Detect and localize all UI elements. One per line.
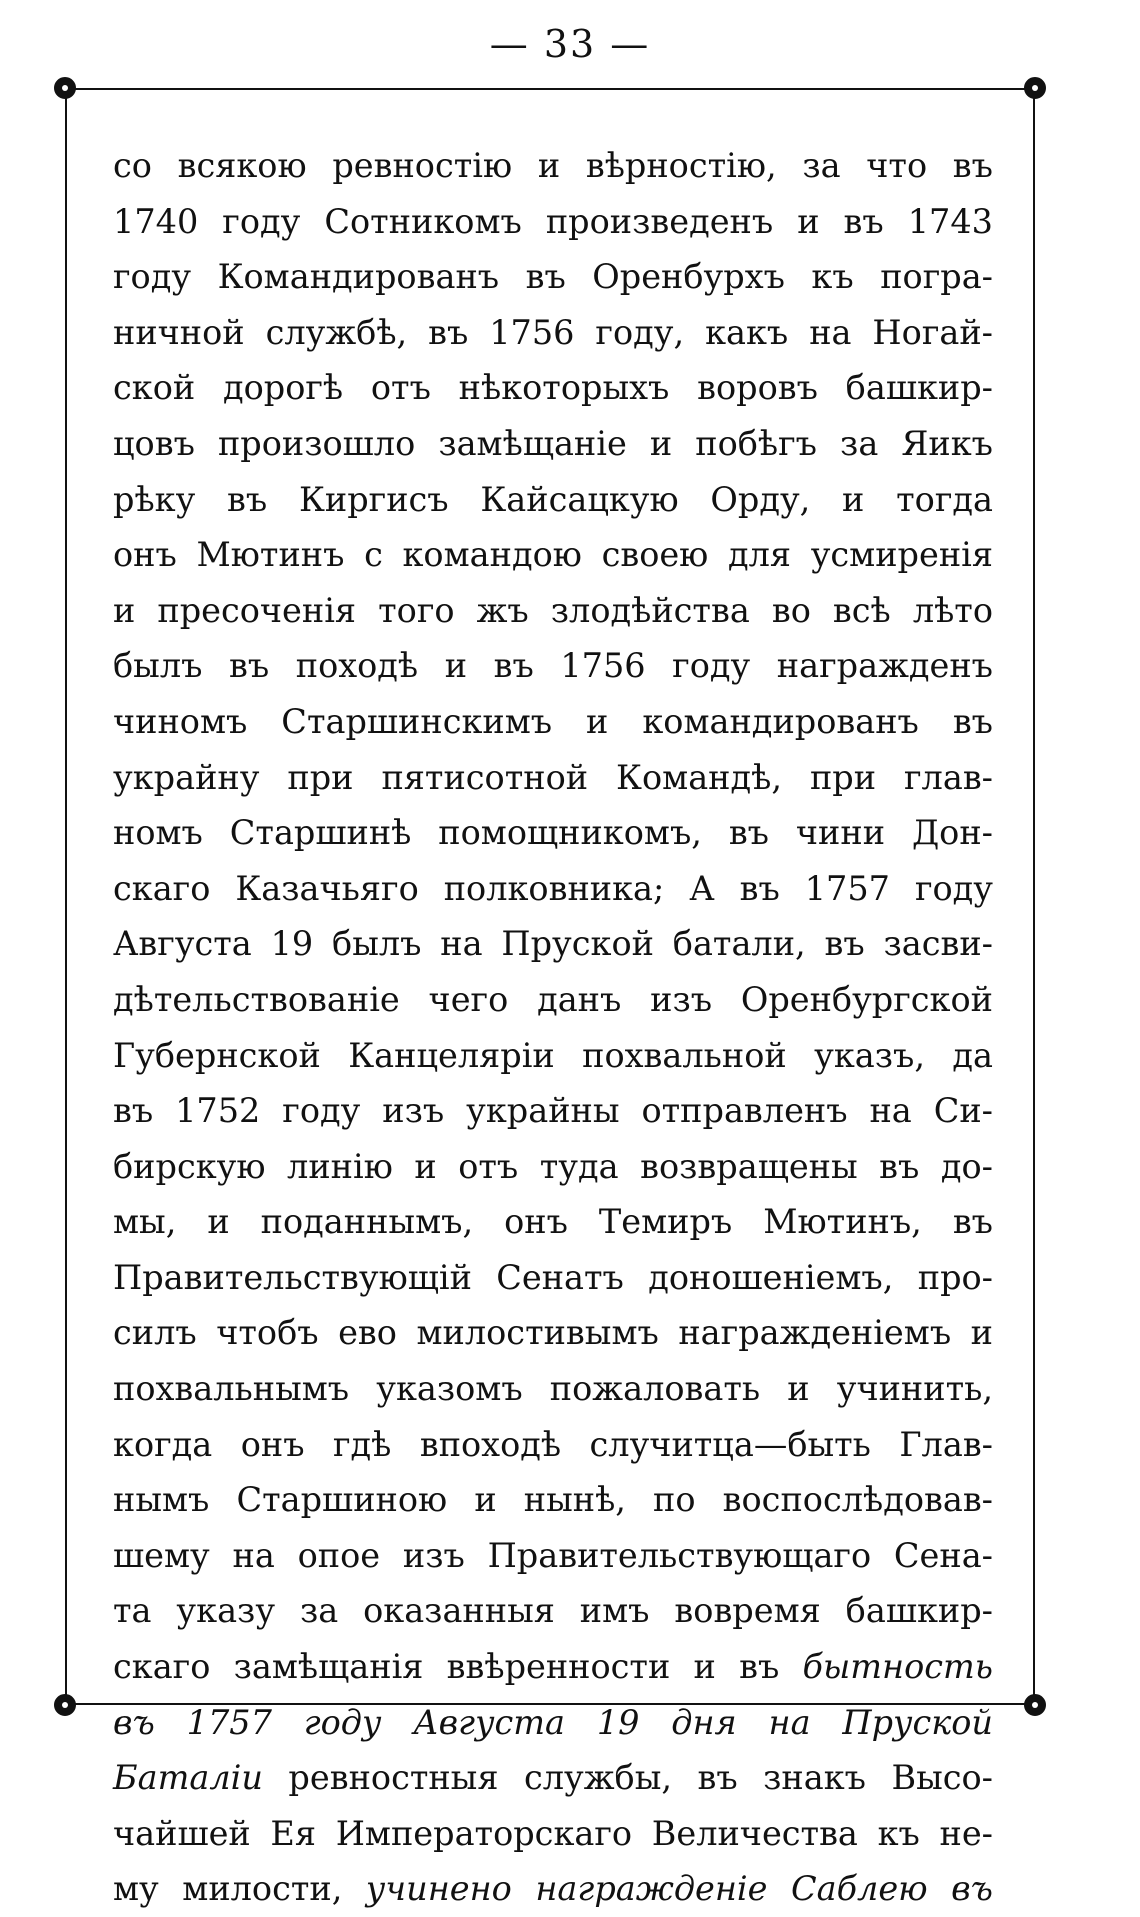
text-segment: чиномъ Старшинскимъ и командированъ въ	[113, 701, 993, 741]
text-segment: бирскую линію и отъ туда возвращены въ до-	[113, 1146, 993, 1186]
text-line	[113, 805, 993, 861]
italic-text-segment: бытность	[802, 1647, 993, 1687]
text-line	[113, 1472, 993, 1528]
text-segment: скаго Казачьяго полковника; А въ 1757 году	[113, 868, 993, 908]
text-segment: ской дорогѣ отъ нѣкоторыхъ воровъ башкир-	[113, 368, 993, 408]
text-segment: Августа 19 былъ на Пруской батали, въ засви-	[113, 924, 993, 964]
text-segment: Правительствующій Сенатъ доношеніемъ, про-	[113, 1257, 993, 1297]
text-line	[113, 583, 993, 639]
text-line	[113, 249, 993, 305]
text-line	[113, 694, 993, 750]
text-segment: украйну при пятисотной Командѣ, при глав-	[113, 757, 993, 797]
text-line	[113, 1861, 993, 1917]
corner-ornament-bottom-right	[1024, 1694, 1046, 1716]
text-line	[113, 1028, 993, 1084]
text-line	[113, 1639, 993, 1695]
text-line	[113, 194, 993, 250]
text-segment: ничной службѣ, въ 1756 году, какъ на Ногай-	[113, 312, 993, 352]
text-segment: та указу за оказанныя имъ вовремя башкир-	[113, 1591, 993, 1631]
text-line	[113, 1417, 993, 1473]
text-line	[113, 1806, 993, 1862]
text-line	[113, 1083, 993, 1139]
text-segment: мы, и поданнымъ, онъ Темиръ Мютинъ, въ	[113, 1202, 993, 1242]
text-segment: номъ Старшинѣ помощникомъ, въ чини Дон-	[113, 813, 993, 853]
text-segment: 1740 году Сотникомъ произведенъ и въ 1743	[113, 201, 993, 241]
text-line	[113, 916, 993, 972]
page-number: — 33 —	[489, 22, 651, 66]
text-line	[113, 472, 993, 528]
text-line	[113, 1750, 993, 1806]
text-segment: дѣтельствованіе чего данъ изъ Оренбургской	[113, 979, 993, 1019]
corner-ornament-top-right	[1024, 77, 1046, 99]
text-line	[113, 1194, 993, 1250]
text-line	[113, 972, 993, 1028]
text-line	[113, 861, 993, 917]
text-segment: со всякою ревностію и вѣрностію, за что въ	[113, 146, 993, 185]
text-segment: въ 1752 году изъ украйны отправленъ на Си-	[113, 1091, 993, 1131]
text-segment: шему на опое изъ Правительствующаго Сена-	[113, 1535, 993, 1575]
text-segment: Губернской Канцеляріи похвальной указъ, да	[113, 1035, 993, 1075]
text-line	[113, 527, 993, 583]
text-segment: онъ Мютинъ с командою своею для усмиренія	[113, 535, 993, 575]
text-segment: скаго замѣщанія ввѣренности и въ	[113, 1647, 803, 1687]
text-segment: нымъ Старшиною и нынѣ, по воспослѣдовав-	[113, 1480, 993, 1520]
text-line	[113, 1250, 993, 1306]
text-segment: ревностныя службы, въ знакъ Высо-	[262, 1758, 993, 1798]
text-line	[113, 360, 993, 416]
text-line	[113, 1583, 993, 1639]
italic-text-segment: Баталіи	[113, 1758, 263, 1798]
italic-text-segment: учинено награжденіе Саблею въ	[365, 1869, 993, 1909]
text-segment: цовъ произошло замѣщаніе и побѣгъ за Яикъ	[113, 423, 993, 463]
text-segment: году Командированъ въ Оренбурхъ къ погра-	[113, 257, 993, 297]
text-line	[113, 1305, 993, 1361]
text-line	[113, 1528, 993, 1584]
text-line	[113, 638, 993, 694]
text-line	[113, 305, 993, 361]
corner-ornament-top-left	[54, 77, 76, 99]
text-segment: рѣку въ Киргисъ Кайсацкую Орду, и тогда	[113, 479, 993, 519]
italic-text-segment: въ 1757 году Августа 19 дня на Пруской	[113, 1702, 993, 1742]
text-line	[113, 1361, 993, 1417]
text-segment: былъ въ походѣ и въ 1756 году награжденъ	[113, 646, 993, 686]
text-line	[113, 416, 993, 472]
text-segment: когда онъ гдѣ впоходѣ случитца—быть Глав-	[113, 1424, 993, 1464]
text-line	[113, 1139, 993, 1195]
text-segment: и пресоченія того жъ злодѣйства во всѣ лѣто	[113, 590, 993, 630]
corner-ornament-bottom-left	[54, 1694, 76, 1716]
body-text	[113, 138, 993, 1917]
text-segment: похвальнымъ указомъ пожаловать и учинить,	[113, 1369, 993, 1409]
text-segment: чайшей Ея Императорскаго Величества къ не-	[113, 1813, 993, 1853]
text-line	[113, 1695, 993, 1751]
text-line	[113, 750, 993, 806]
text-segment: му милости,	[113, 1869, 366, 1909]
text-line	[113, 138, 993, 194]
text-segment: силъ чтобъ ево милостивымъ награжденіемъ и	[113, 1313, 993, 1353]
